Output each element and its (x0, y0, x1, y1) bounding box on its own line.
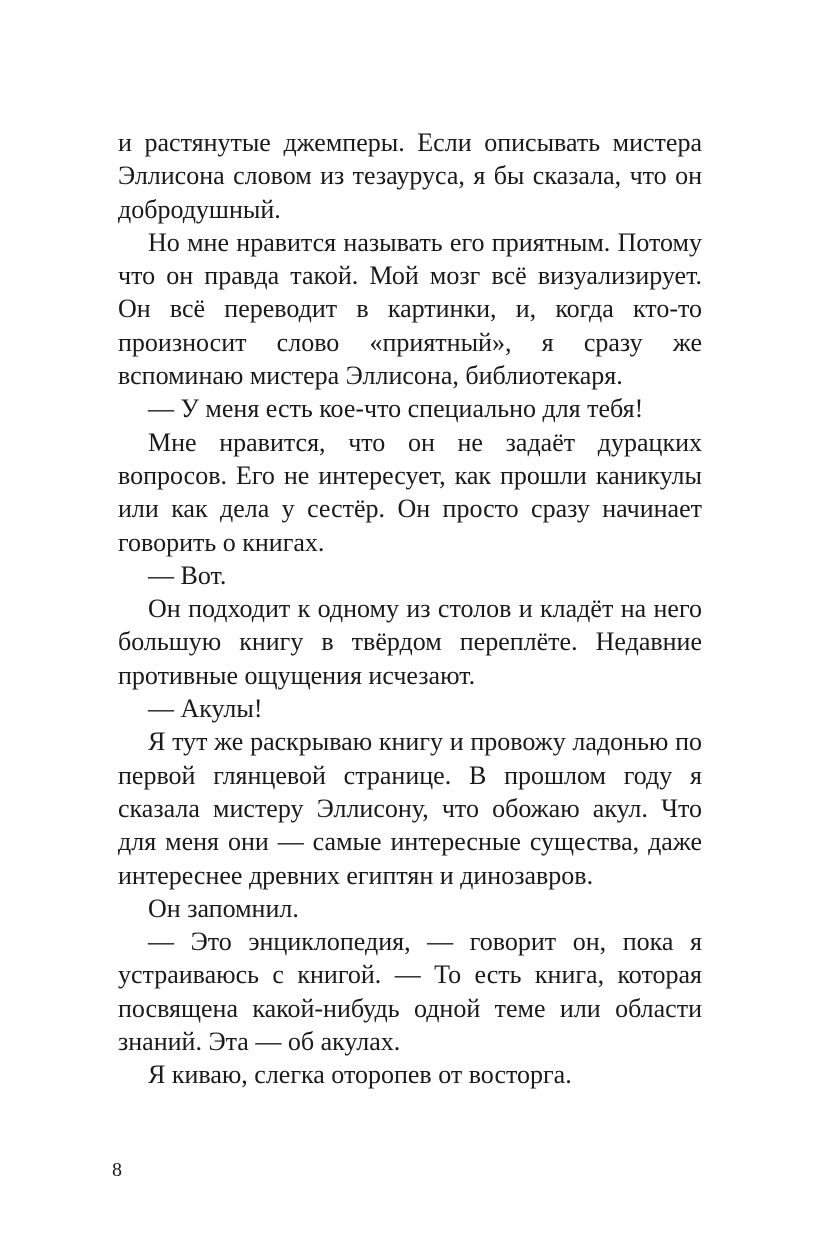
page-number: 8 (112, 1159, 122, 1181)
paragraph-9: Он запомнил. (148, 893, 299, 923)
paragraph-7: — Акулы! (148, 694, 263, 724)
paragraph-4: Мне нравится, что он не задаёт дурацких вопросов. Его не интересует, как прошли каникулы или как дела у сестёр. Он просто сразу начинает говорить о книгах. (118, 427, 702, 557)
paragraph-11: Я киваю, слегка оторопев от восторга. (148, 1060, 572, 1090)
paragraph-6: Он подходит к одному из столов и кладёт на него большую книгу в твёрдом переплёте. Недавние противные ощущения исчезают. (118, 594, 702, 690)
paragraph-8: Я тут же раскрываю книгу и провожу ладонью по первой глянцевой странице. В прошлом году я сказала мистеру Эллисону, что обожаю акул. Что для меня они — самые интересные существа, даже интереснее древних египтян и динозавров. (118, 727, 702, 890)
paragraph-1: и растянутые джемперы. Если описывать мистера Эллисона словом из тезауруса, я бы сказала, что он добродушный. (118, 128, 702, 224)
paragraph-3: — У меня есть кое-что специально для тебя! (148, 394, 644, 424)
paragraph-5: — Вот. (148, 560, 227, 590)
paragraph-10: — Это энциклопедия, — говорит он, пока я устраиваюсь с книгой. — То есть книга, которая посвящена какой-нибудь одной теме или области знаний. Эта — об акулах. (118, 927, 702, 1057)
paragraph-2: Но мне нравится называть его приятным. Потому что он правда такой. Мой мозг всё визуализирует. Он всё переводит в картинки, и, когда кто-то произносит слово «приятный», я сразу же вспоминаю мистера Эллисона, библиотекаря. (118, 227, 702, 391)
book-page-text (118, 126, 702, 1092)
